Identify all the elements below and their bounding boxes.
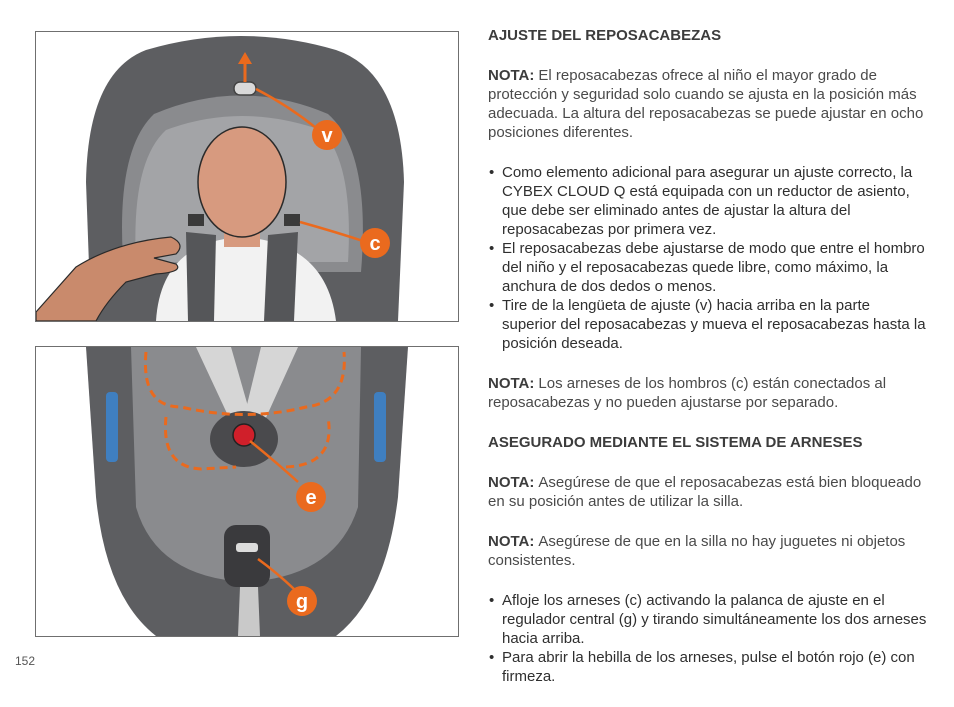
harness-note-1 (488, 473, 928, 511)
right-harness-connector (284, 214, 300, 226)
headrest-adjustment-illustration (35, 31, 459, 322)
harness-section-heading: ASEGURADO MEDIANTE EL SISTEMA DE ARNESES (488, 434, 863, 451)
callout-g-label: g (295, 591, 309, 613)
right-harness-strap (264, 232, 298, 321)
headrest-note-2 (488, 374, 928, 412)
list-item: • Tire de la lengüeta de ajuste (v) hacia arriba en la parte superior del reposacabezas y mueva el reposacabezas hasta la posición deseada. (488, 296, 928, 353)
headrest-bullet-list (488, 163, 928, 353)
list-item: • Para abrir la hebilla de los arneses, pulse el botón rojo (e) con firmeza. (488, 648, 928, 686)
adjuster-strap (238, 587, 260, 636)
note-text: Asegúrese de que el reposacabezas está bien bloqueado en su posición antes de utilizar la silla. (488, 474, 922, 510)
right-side-panel (374, 392, 386, 462)
instructions-text-column (488, 26, 928, 707)
note-text: Los arneses de los hombros (c) están conectados al reposacabezas y no pueden ajustarse por separado. (488, 375, 887, 411)
child-head (198, 127, 286, 237)
harness-bullet-list (488, 591, 928, 686)
note-label: NOTA: (488, 474, 535, 491)
note-label: NOTA: (488, 375, 535, 392)
note-text: El reposacabezas ofrece al niño el mayor grado de protección y seguridad solo cuando se ajusta en la posición más adecuada. La altura del reposacabezas se puede ajustar en ocho posiciones diferentes. (488, 67, 924, 141)
list-item: • Afloje los arneses (c) activando la palanca de ajuste en el regulador central (g) y tirando simultáneamente los dos arneses hacia arriba. (488, 591, 928, 648)
note-text: Asegúrese de que en la silla no hay juguetes ni objetos consistentes. (488, 533, 906, 569)
headrest-section-heading: AJUSTE DEL REPOSACABEZAS (488, 27, 722, 44)
left-harness-strap (186, 232, 216, 321)
page-number: 152 (15, 654, 36, 668)
callout-v-label: v (321, 125, 333, 147)
left-side-panel (106, 392, 118, 462)
adjustment-tab (234, 82, 256, 95)
list-item: • El reposacabezas debe ajustarse de modo que entre el hombro del niño y el reposacabezas quede libre, como máximo, la anchura de dos dedos o menos. (488, 239, 928, 296)
callout-c-label: c (369, 233, 381, 255)
headrest-illustration-svg (36, 32, 458, 321)
left-harness-connector (188, 214, 204, 226)
harness-note-2 (488, 532, 928, 570)
adjuster-lever (236, 543, 258, 552)
list-item: • Como elemento adicional para asegurar un ajuste correcto, la CYBEX CLOUD Q está equipada con un reductor de asiento, que debe ser eliminado antes de ajustar la altura del reposacabezas por primera vez. (488, 163, 928, 239)
callout-e-label: e (305, 487, 317, 509)
note-label: NOTA: (488, 533, 535, 550)
harness-system-illustration (35, 346, 459, 637)
headrest-note-1 (488, 66, 928, 142)
central-adjuster (224, 525, 270, 587)
harness-illustration-svg (36, 347, 458, 636)
note-label: NOTA: (488, 67, 535, 84)
